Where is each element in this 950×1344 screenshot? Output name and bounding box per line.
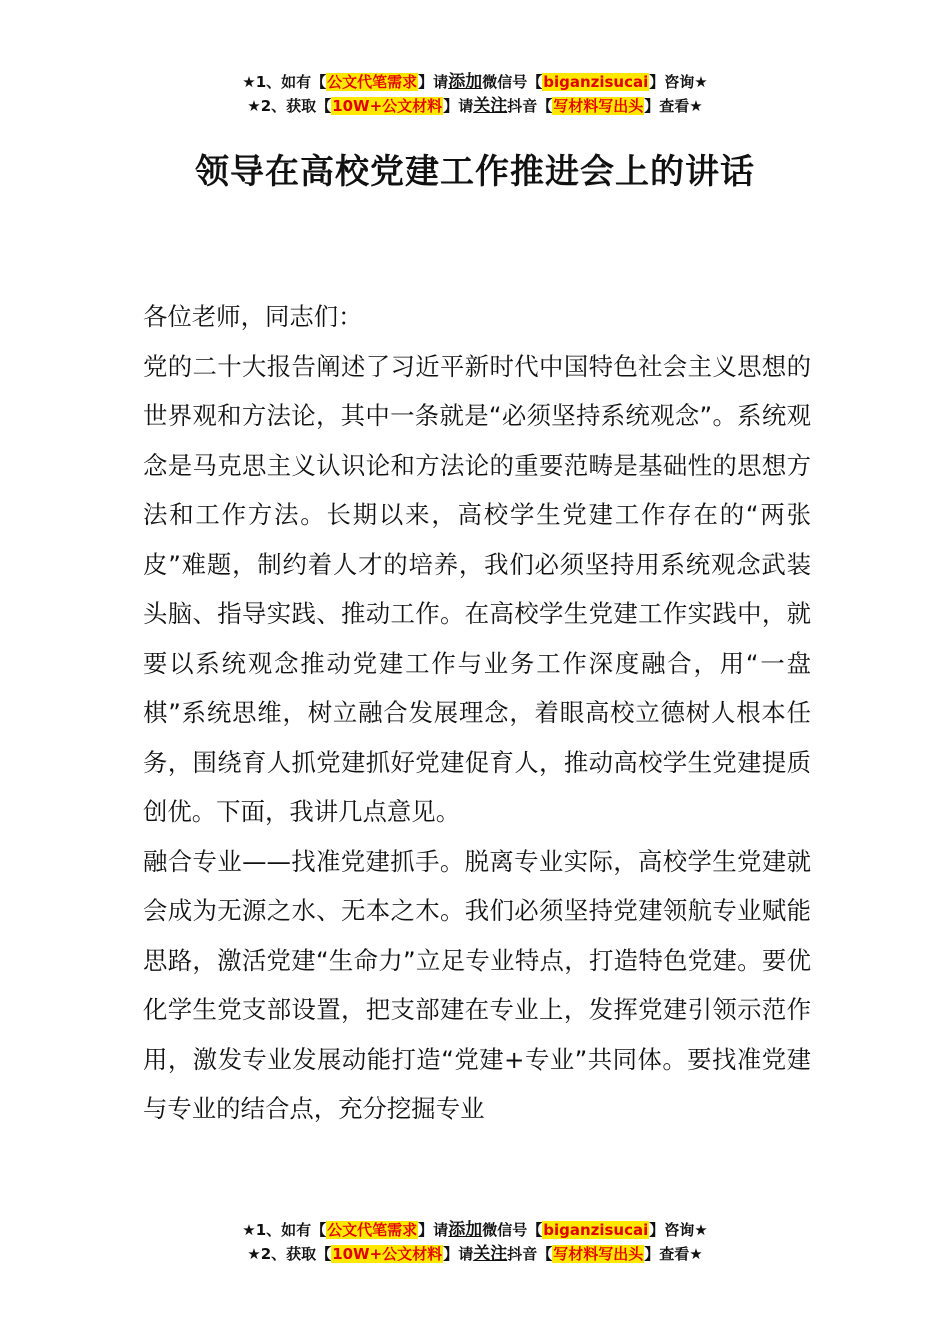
banner-emphasis: 添加	[448, 72, 483, 92]
banner-highlight: 10W+公文材料	[332, 97, 443, 115]
banner-text: ★1、如有【	[242, 1221, 327, 1239]
banner-text: ★1、如有【	[242, 73, 327, 91]
banner-highlight: biganzisucai	[543, 73, 649, 91]
banner-highlight: 10W+公文材料	[332, 1245, 443, 1263]
footer-banner	[0, 1218, 950, 1266]
banner-highlight: 写材料写出头	[553, 1245, 644, 1263]
banner-text: 】咨询★	[649, 73, 708, 91]
banner-text: 微信号【	[482, 1221, 543, 1239]
body-paragraph: 融合专业——找准党建抓手。脱离专业实际，高校学生党建就会成为无源之水、无本之木。我们必须坚持党建领航专业赋能思路，激活党建“生命力”立足专业特点，打造特色党建。要优化学生党支部设置，把支部建在专业上，发挥党建引领示范作用，激发专业发展动能打造“党建+专业”共同体。要找准党建与专业的结合点，充分挖掘专业	[143, 846, 811, 1123]
banner-text: 】查看★	[644, 97, 703, 115]
banner-text: 微信号【	[482, 73, 543, 91]
banner-text: 】请	[418, 73, 449, 91]
banner-highlight: 写材料写出头	[553, 97, 644, 115]
banner-text: 】查看★	[644, 1245, 703, 1263]
banner-line-1	[0, 70, 950, 94]
banner-text: 】请	[443, 97, 474, 115]
banner-text: 】咨询★	[649, 1221, 708, 1239]
banner-text: 抖音【	[507, 97, 553, 115]
banner-text: ★2、获取【	[247, 1245, 332, 1263]
banner-highlight: biganzisucai	[543, 1221, 649, 1239]
document-title: 领导在高校党建工作推进会上的讲话	[195, 152, 755, 192]
header-banner	[0, 70, 950, 118]
banner-text: ★2、获取【	[247, 97, 332, 115]
document-body	[143, 292, 811, 1134]
banner-emphasis: 关注	[473, 1244, 508, 1264]
banner-text: 】请	[418, 1221, 449, 1239]
banner-emphasis: 关注	[473, 96, 508, 116]
body-paragraph: 党的二十大报告阐述了习近平新时代中国特色社会主义思想的世界观和方法论，其中一条就是“必须坚持系统观念”。系统观念是马克思主义认识论和方法论的重要范畴是基础性的思想方法和工作方法。长期以来，高校学生党建工作存在的“两张皮”难题，制约着人才的培养，我们必须坚持用系统观念武装头脑、指导实践、推动工作。在高校学生党建工作实践中，就要以系统观念推动党建工作与业务工作深度融合，用“一盘棋”系统思维，树立融合发展理念，着眼高校立德树人根本任务，围绕育人抓党建抓好党建促育人，推动高校学生党建提质创优。下面，我讲几点意见。	[143, 351, 811, 826]
banner-line-1	[0, 1218, 950, 1242]
banner-emphasis: 添加	[448, 1220, 483, 1240]
banner-text: 】请	[443, 1245, 474, 1263]
banner-highlight: 公文代笔需求	[327, 73, 418, 91]
salutation: 各位老师，同志们：	[143, 302, 363, 331]
banner-line-2	[0, 1242, 950, 1266]
banner-text: 抖音【	[507, 1245, 553, 1263]
banner-highlight: 公文代笔需求	[327, 1221, 418, 1239]
banner-line-2	[0, 94, 950, 118]
